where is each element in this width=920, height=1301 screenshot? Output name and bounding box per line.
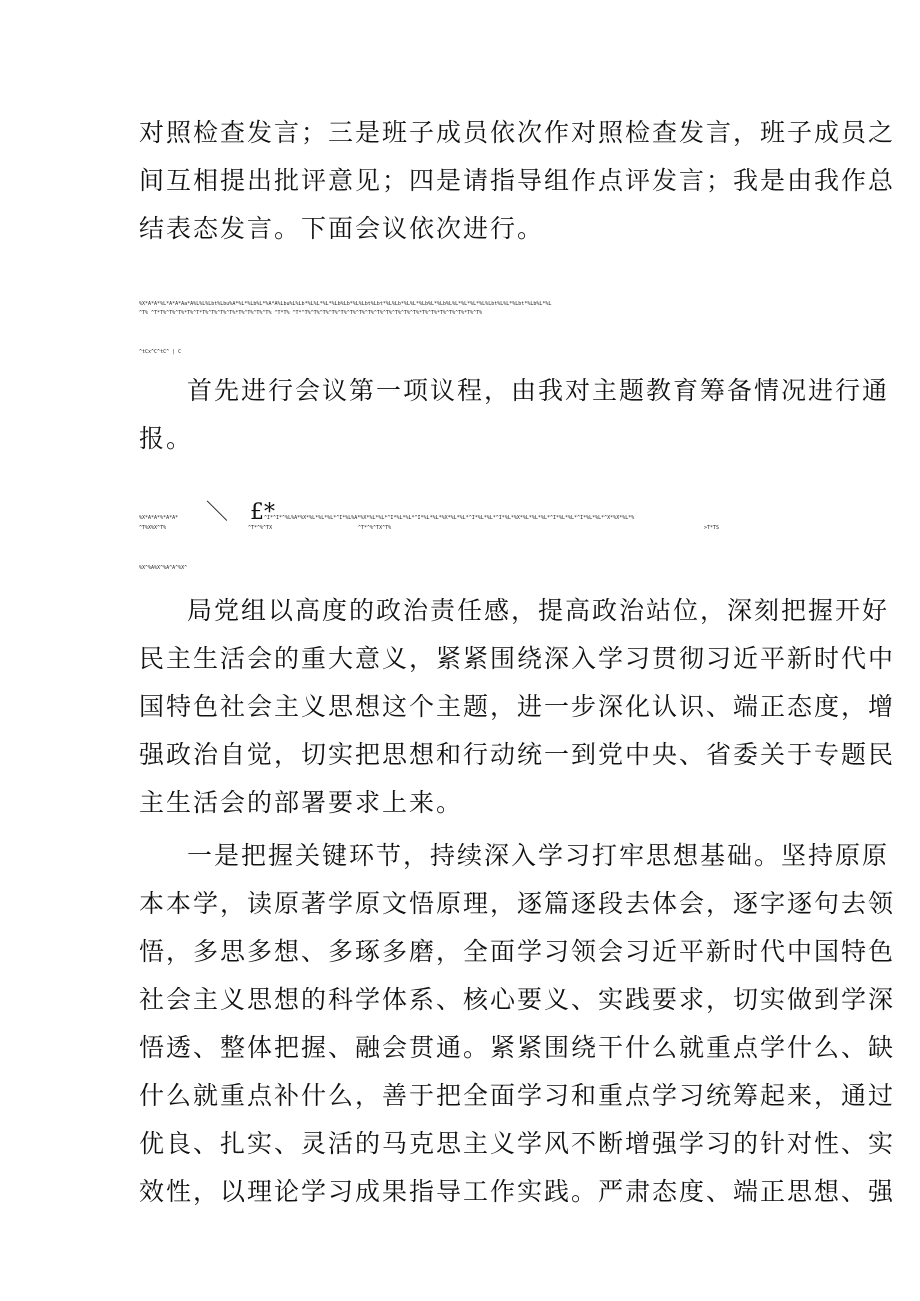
text-line: 结表态发言。下面会议依次进行。 — [139, 214, 545, 243]
text-line: 什么就重点补什么，善于把全面学习和重点学习统筹起来，通过 — [139, 1081, 896, 1110]
scan-artifact-symbol: ＼ £* — [206, 500, 275, 525]
scan-artifact-line: ^T*^%^TX — [248, 525, 273, 531]
text-line: 局党组以高度的政治责任感，提高政治站位，深刻把握开好 — [187, 596, 890, 625]
text-line: 报。 — [139, 424, 194, 453]
text-line: 主生活会的部署要求上来。 — [139, 788, 464, 817]
scan-artifact-line: %X*A*A*%*A*A* — [139, 515, 179, 521]
text-line: 悟透、整体把握、融会贯通。紧紧围绕干什么就重点学什么、缺 — [139, 1033, 896, 1062]
text-line: 悟，多思多想、多琢多磨，全面学习领会习近平新时代中国特色 — [139, 937, 896, 966]
scan-artifact-line: ^T%X%X^T% — [139, 525, 167, 531]
scan-artifact-line: %X^%A%X^%A^A^%X^ — [139, 565, 188, 571]
text-line: 本本学，读原著学原文悟原理，逐篇逐段去体会，逐字逐句去领 — [139, 889, 896, 918]
text-line: 对照检查发言；三是班子成员依次作对照检查发言，班子成员之 — [139, 118, 896, 147]
text-line: 强政治自觉，切实把思想和行动统一到党中央、省委关于专题民 — [139, 740, 896, 769]
text-line: 民主生活会的重大意义，紧紧围绕深入学习贯彻习近平新时代中 — [139, 644, 896, 673]
text-line: 首先进行会议第一项议程，由我对主题教育筹备情况进行通 — [187, 376, 890, 405]
text-line: 间互相提出批评意见；四是请指导组作点评发言；我是由我作总 — [139, 166, 896, 195]
scan-artifact-line: ^T*^%^TX^T% — [358, 525, 392, 531]
scan-artifact-line: ^tCx^C^tC^ | C — [139, 349, 182, 355]
scan-artifact-line: ^T% ^T*T%^T%^T%*T%^T*T%^T%^T%^T%*T%^T%^T%^T% ^T*T% ^T*^T%^T%^T%^T%^T%^T%^T%^T%^T%^T%^T%^T%^T%*T%^T%*T%^T%^T%*T%^T% — [139, 310, 483, 316]
text-line: 优良、扎实、灵活的马克思主义学风不断增强学习的针对性、实 — [139, 1129, 896, 1158]
scan-artifact-line: ^I*^I*^%L%A*%X*%L*%L*%L*^I*%L%A*%X*%L*%L*^I*%L*%L*^I*%L*%L*%X*%L*%L*^I*%L*%L*^I*%L*%X*%L*%L*%L*^I*%L*%L*^I*%L*%L*^X*%X*%L*% — [264, 515, 635, 521]
scan-artifact-line: >T*TS — [704, 525, 720, 531]
scan-artifact-line: %X*A*A*%L*A*A*Aa*A%L%L%Lbt%Lbu%A*%L*%Lb%L*%A*A%Lbu%L%Lb*%L%L*%L*%Lb%Lb*%L%Lbt%Lbt*%L%Lb*%L%L*%Lb%L*%Lb%L%L*%L*%L*%L%Lbt%L%L*%Lbt*%Lb%L*%L — [139, 301, 552, 307]
text-line: 社会主义思想的科学体系、核心要义、实践要求，切实做到学深 — [139, 985, 896, 1014]
text-line: 一是把握关键环节，持续深入学习打牢思想基础。坚持原原 — [187, 841, 890, 870]
text-line: 效性，以理论学习成果指导工作实践。严肃态度、端正思想、强 — [139, 1177, 896, 1206]
text-line: 国特色社会主义思想这个主题，进一步深化认识、端正态度，增 — [139, 692, 896, 721]
